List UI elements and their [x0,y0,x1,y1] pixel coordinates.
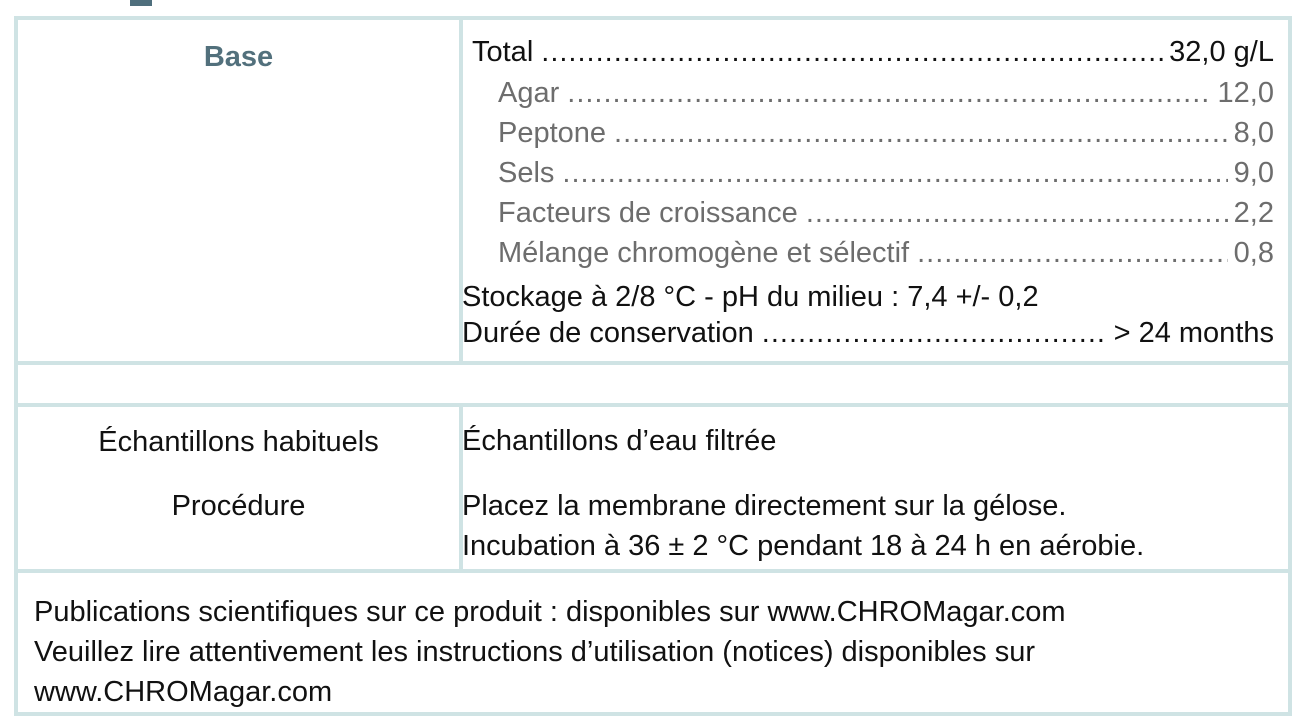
ingredient-row [498,237,1274,277]
base-label: Base [203,41,274,73]
ingredient-value: 12,0 [1217,77,1274,109]
ingredient-label: Agar [498,77,560,109]
samples-label: Échantillons habituels [98,426,379,458]
ingredient-label: Facteurs de croissance [498,197,798,229]
footer-line: Veuillez lire attentivement les instructions d’utilisation (notices) disponibles sur [34,636,1035,668]
ingredient-value: 0,8 [1233,237,1274,269]
product-info-table [14,16,1292,716]
ingredient-row [498,197,1274,237]
samples-value: Échantillons d’eau filtrée [462,425,777,457]
total-row [472,36,1274,76]
total-label: Total [472,36,534,68]
divider-after-spacer [18,403,1288,407]
leader-dots [917,237,1228,270]
shelf-life-label: Durée de conservation [462,317,754,349]
composition-section-label [18,40,459,74]
ingredient-row [498,77,1274,117]
ingredient-row [498,157,1274,197]
heading-fragment [130,0,152,6]
shelf-life-value: > 24 months [1113,317,1274,349]
procedure-line: Placez la membrane directement sur la gélose. [462,490,1067,522]
ingredient-label: Sels [498,157,555,189]
divider-after-composition [18,361,1288,365]
ingredient-label: Peptone [498,117,607,149]
procedure-line: Incubation à 36 ± 2 °C pendant 18 à 24 h en aérobie. [462,530,1145,562]
divider-before-footer [18,569,1288,573]
procedure-label: Procédure [171,490,306,522]
ingredient-value: 2,2 [1233,197,1274,229]
leader-dots [806,197,1228,230]
footer-line: www.CHROMagar.com [34,676,333,708]
leader-dots [567,77,1211,110]
leader-dots [614,117,1228,150]
leader-dots [541,36,1163,69]
ingredient-value: 8,0 [1233,117,1274,149]
ingredient-label: Mélange chromogène et sélectif [498,237,910,269]
total-value: 32,0 g/L [1169,36,1274,68]
ingredient-value: 9,0 [1233,157,1274,189]
ingredient-row [498,117,1274,157]
leader-dots [562,157,1227,190]
leader-dots [762,317,1108,350]
footer-line: Publications scientifiques sur ce produit : disponibles sur www.CHROMagar.com [34,596,1066,628]
shelf-life-row [462,317,1274,357]
storage-text: Stockage à 2/8 °C - pH du milieu : 7,4 +/- 0,2 [462,281,1039,313]
